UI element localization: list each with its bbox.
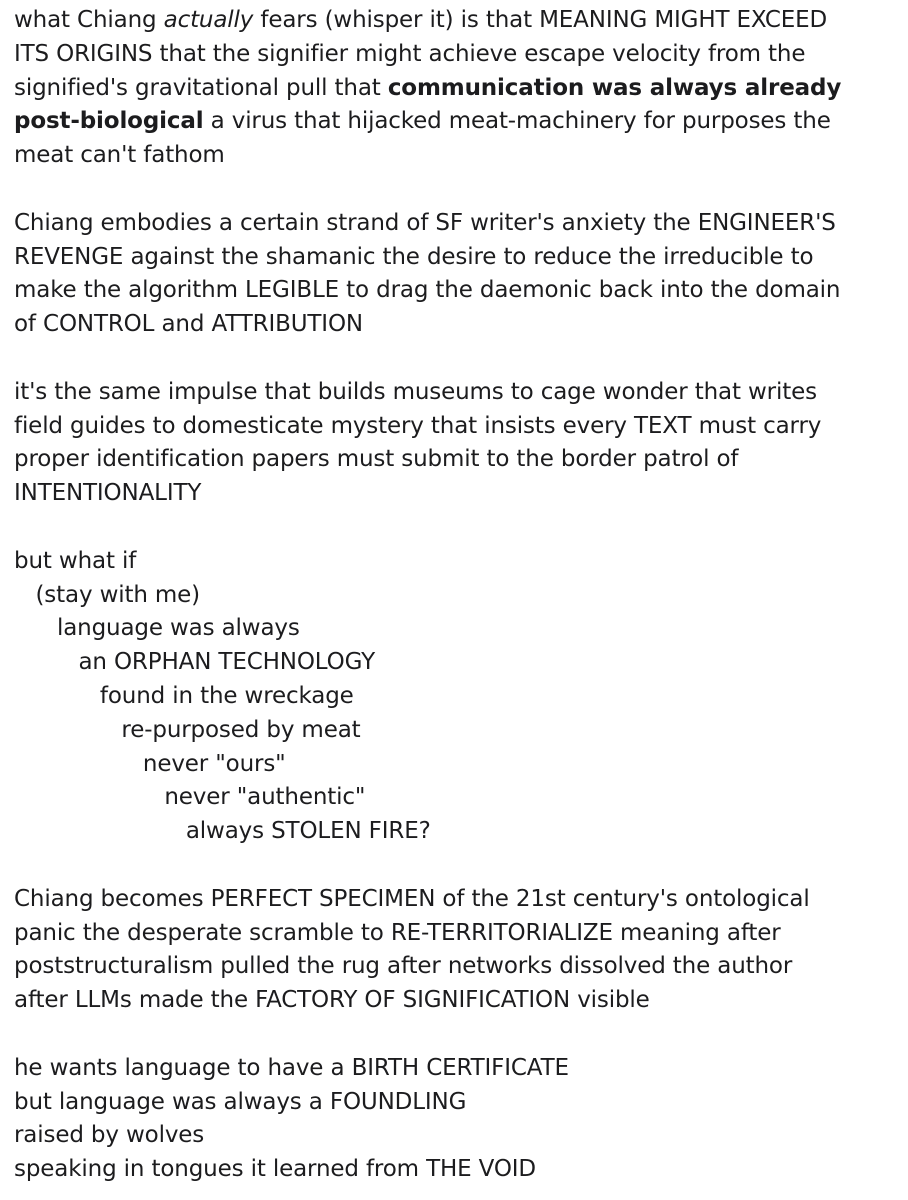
text-segment: always STOLEN FIRE? — [14, 818, 431, 845]
text-line — [14, 38, 902, 72]
text-line — [14, 545, 902, 579]
text-segment: poststructuralism pulled the rug after networks dissolved the author — [14, 953, 793, 980]
text-segment: found in the wreckage — [14, 682, 354, 709]
text-line — [14, 917, 902, 951]
paragraph-p2 — [14, 207, 902, 342]
text-line — [14, 646, 902, 680]
text-segment: panic the desperate scramble to RE-TERRITORIALIZE meaning after — [14, 919, 781, 946]
text-segment: REVENGE against the shamanic the desire to reduce the irreducible to — [14, 243, 814, 270]
paragraph-p5 — [14, 883, 902, 1018]
text-segment: signified's gravitational pull that — [14, 74, 388, 101]
text-line — [14, 950, 902, 984]
text-segment: it's the same impulse that builds museums to cage wonder that writes — [14, 378, 817, 405]
text-segment: he wants language to have a BIRTH CERTIFICATE — [14, 1054, 569, 1081]
text-line — [14, 376, 902, 410]
text-segment: (stay with me) — [14, 581, 201, 608]
post-text-body — [14, 4, 902, 1187]
text-line — [14, 1086, 902, 1120]
text-segment: Chiang becomes PERFECT SPECIMEN of the 21st century's ontological — [14, 885, 810, 912]
text-line — [14, 139, 902, 173]
paragraph-p1 — [14, 4, 902, 173]
text-line — [14, 207, 902, 241]
text-segment: meat can't fathom — [14, 142, 225, 169]
paragraph-p4 — [14, 545, 902, 849]
text-line — [14, 241, 902, 275]
text-segment: but what if — [14, 547, 137, 574]
text-segment: what Chiang — [14, 7, 164, 33]
text-line — [14, 781, 902, 815]
text-line — [14, 815, 902, 849]
paragraph-p3 — [14, 376, 902, 511]
text-line — [14, 1052, 902, 1086]
text-segment: never "ours" — [14, 750, 286, 777]
paragraph-gap — [14, 849, 902, 883]
text-segment: but language was always a FOUNDLING — [14, 1088, 467, 1115]
text-segment: ITS ORIGINS that the signifier might achieve escape velocity from the — [14, 40, 806, 67]
text-segment: Chiang embodies a certain strand of SF writer's anxiety the ENGINEER'S — [14, 209, 836, 236]
paragraph-gap — [14, 173, 902, 207]
text-line — [14, 477, 902, 511]
text-segment: speaking in tongues it learned from THE VOID — [14, 1156, 536, 1183]
text-line — [14, 4, 902, 38]
text-segment: proper identification papers must submit to the border patrol of — [14, 446, 739, 473]
text-line — [14, 579, 902, 613]
text-segment: an ORPHAN TECHNOLOGY — [14, 649, 375, 676]
bold-text: communication was always already — [387, 74, 842, 101]
text-line — [14, 274, 902, 308]
paragraph-gap — [14, 1018, 902, 1052]
text-segment: fears (whisper it) is that MEANING MIGHT EXCEED — [253, 7, 828, 33]
text-segment: language was always — [14, 615, 300, 642]
paragraph-gap — [14, 342, 902, 376]
text-line — [14, 105, 902, 139]
text-line — [14, 714, 902, 748]
text-segment: make the algorithm LEGIBLE to drag the daemonic back into the domain — [14, 277, 841, 304]
text-segment: of CONTROL and ATTRIBUTION — [14, 311, 363, 338]
text-segment: INTENTIONALITY — [14, 480, 202, 507]
text-segment: raised by wolves — [14, 1122, 205, 1149]
text-segment: a virus that hijacked meat-machinery for purposes the — [203, 108, 831, 135]
text-segment: after LLMs made the FACTORY OF SIGNIFICATION visible — [14, 987, 650, 1014]
text-line — [14, 308, 902, 342]
text-line — [14, 443, 902, 477]
paragraph-gap — [14, 511, 902, 545]
text-segment: never "authentic" — [14, 784, 366, 811]
text-line — [14, 1153, 902, 1187]
text-line — [14, 680, 902, 714]
text-line — [14, 410, 902, 444]
paragraph-p6 — [14, 1052, 902, 1187]
text-line — [14, 984, 902, 1018]
text-segment: re-purposed by meat — [14, 716, 361, 743]
text-line — [14, 883, 902, 917]
text-line — [14, 1119, 902, 1153]
bold-text: post-biological — [14, 108, 204, 135]
text-line — [14, 748, 902, 782]
text-segment: field guides to domesticate mystery that insists every TEXT must carry — [14, 412, 822, 439]
text-line — [14, 612, 902, 646]
text-line — [14, 72, 902, 106]
italic-text: actually — [163, 7, 254, 33]
